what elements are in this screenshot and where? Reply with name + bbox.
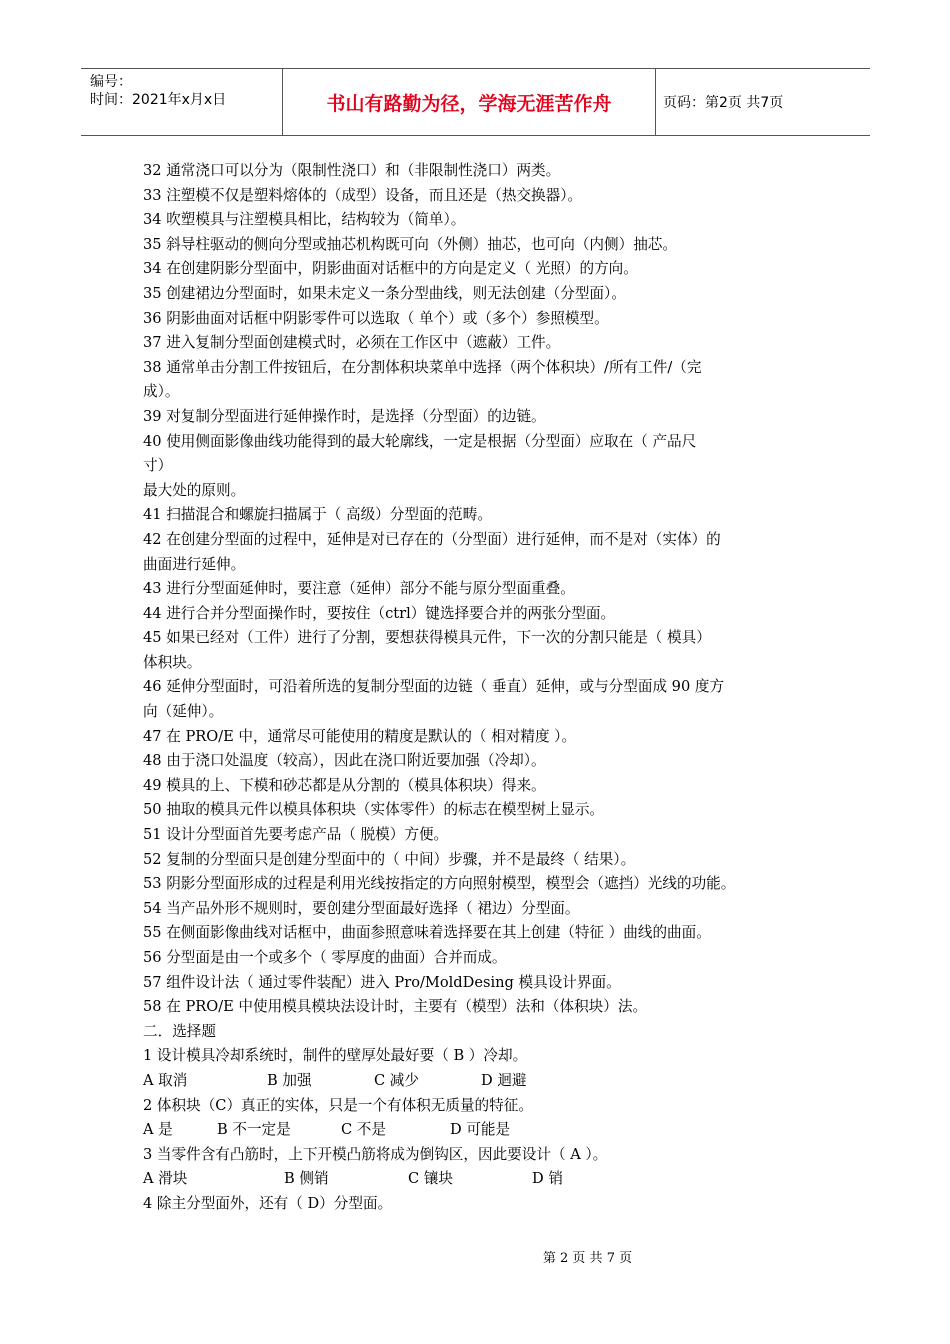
document-number-label: 编号： [90, 74, 132, 90]
option: B 加强 [267, 1071, 312, 1089]
text-line: 58 在 PRO/E 中使用模具模块法设计时，主要有（模型）法和（体积块）法。 [143, 998, 648, 1016]
page-header [81, 68, 870, 136]
question-1-options [143, 1069, 813, 1094]
option: C 不是 [341, 1121, 386, 1139]
text-line: 34 吹塑模具与注塑模具相比，结构较为（简单）。 [143, 211, 466, 229]
text-line: 37 进入复制分型面创建模式时，必须在工作区中（遮蔽）工件。 [143, 334, 561, 352]
text-line: 49 模具的上、下模和砂芯都是从分割的（模具体积块）得来。 [143, 776, 546, 794]
text-line: 47 在 PRO/E 中，通常尽可能使用的精度是默认的（ 相对精度 ）。 [143, 727, 577, 745]
text-line: 向（延伸）。 [143, 703, 224, 721]
text-line: 51 设计分型面首先要考虑产品（ 脱模）方便。 [143, 826, 449, 844]
option: D 可能是 [450, 1121, 511, 1139]
text-line: 最大处的原则。 [143, 481, 246, 499]
text-line: 45 如果已经对（工件）进行了分割，要想获得模具元件，下一次的分割只能是（ 模具） [143, 629, 711, 647]
option: C 减少 [374, 1071, 419, 1089]
text-line: 50 抽取的模具元件以模具体积块（实体零件）的标志在模型树上显示。 [143, 801, 605, 819]
question-3: 3 当零件含有凸筋时，上下开模凸筋将成为倒钩区，因此要设计（ A ）。 [143, 1145, 608, 1163]
option: D 销 [532, 1170, 563, 1188]
option: C 镶块 [408, 1170, 453, 1188]
text-line: 体积块。 [143, 653, 202, 671]
question-4: 4 除主分型面外，还有（ D）分型面。 [143, 1194, 393, 1212]
text-line: 曲面进行延伸。 [143, 555, 246, 573]
header-page-info: 页码：第2页 共7页 [663, 95, 784, 111]
text-line: 32 通常浇口可以分为（限制性浇口）和（非限制性浇口）两类。 [143, 162, 561, 179]
text-line: 33 注塑模不仅是塑料熔体的（成型）设备，而且还是（热交换器）。 [143, 186, 583, 204]
option: A 滑块 [143, 1170, 188, 1188]
option: D 迴避 [481, 1071, 527, 1089]
text-lines [143, 159, 813, 1069]
page-footer: 第 2 页 共 7 页 [542, 1251, 633, 1266]
text-line: 二．选择题 [143, 1022, 216, 1040]
option: A 取消 [143, 1071, 188, 1089]
text-line: 46 延伸分型面时，可沿着所选的复制分型面的边链（ 垂直）延伸，或与分型面成 90 度方 [143, 678, 725, 696]
text-line: 寸） [143, 457, 173, 475]
text-line: 35 斜导柱驱动的侧向分型或抽芯机构既可向（外侧）抽芯，也可向（内侧）抽芯。 [143, 235, 677, 253]
text-line: 44 进行合并分型面操作时，要按住（ctrl）键选择要合并的两张分型面。 [143, 604, 616, 622]
option: B 侧销 [284, 1170, 329, 1188]
document-time-label: 时间：2021年x月x日 [90, 92, 227, 108]
text-line: 1 设计模具冷却系统时，制件的壁厚处最好要（ B ）冷却。 [143, 1047, 528, 1065]
text-line: 38 通常单击分割工件按钮后，在分割体积块菜单中选择（两个体积块）/所有工件/（完 [143, 358, 702, 376]
header-motto: 书山有路勤为径，学海无涯苦作舟 [283, 69, 656, 135]
text-line: 54 当产品外形不规则时，要创建分型面最好选择（ 裙边）分型面。 [143, 899, 580, 917]
document-body [143, 159, 813, 1217]
question-2: 2 体积块（C）真正的实体，只是一个有体积无质量的特征。 [143, 1096, 533, 1114]
text-line: 39 对复制分型面进行延伸操作时，是选择（分型面）的边链。 [143, 407, 546, 425]
question-2-options [143, 1118, 813, 1143]
text-line: 42 在创建分型面的过程中，延伸是对已存在的（分型面）进行延伸，而不是对（实体）的 [143, 530, 721, 548]
text-line: 56 分型面是由一个或多个（ 零厚度的曲面）合并而成。 [143, 949, 507, 966]
text-line: 35 创建裙边分型面时，如果未定义一条分型曲线，则无法创建（分型面）。 [143, 284, 626, 302]
text-line: 48 由于浇口处温度（较高），因此在浇口附近要加强（冷却）。 [143, 752, 546, 770]
text-line: 52 复制的分型面只是创建分型面中的（ 中间）步骤，并不是最终（ 结果）。 [143, 850, 636, 868]
question-3-options [143, 1167, 813, 1192]
text-line: 57 组件设计法（ 通过零件装配）进入 Pro/MoldDesing 模具设计界面。 [143, 973, 621, 991]
text-line: 53 阴影分型面形成的过程是利用光线按指定的方向照射模型，模型会（遮挡）光线的功能。 [143, 875, 736, 893]
text-line: 34 在创建阴影分型面中，阴影曲面对话框中的方向是定义（ 光照）的方向。 [143, 260, 638, 278]
text-line: 43 进行分型面延伸时，要注意（延伸）部分不能与原分型面重叠。 [143, 580, 575, 598]
text-line: 成）。 [143, 383, 180, 401]
text-line: 36 阴影曲面对话框中阴影零件可以选取（ 单个）或（多个）参照模型。 [143, 309, 609, 327]
option: A 是 [143, 1121, 173, 1139]
option: B 不一定是 [217, 1121, 291, 1139]
text-line: 40 使用侧面影像曲线功能得到的最大轮廓线，一定是根据（分型面）应取在（ 产品尺 [143, 432, 697, 450]
text-line: 41 扫描混合和螺旋扫描属于（ 高级）分型面的范畴。 [143, 506, 492, 524]
text-line: 55 在侧面影像曲线对话框中，曲面参照意味着选择要在其上创建（特征 ）曲线的曲面。 [143, 924, 711, 942]
header-meta [81, 69, 283, 135]
